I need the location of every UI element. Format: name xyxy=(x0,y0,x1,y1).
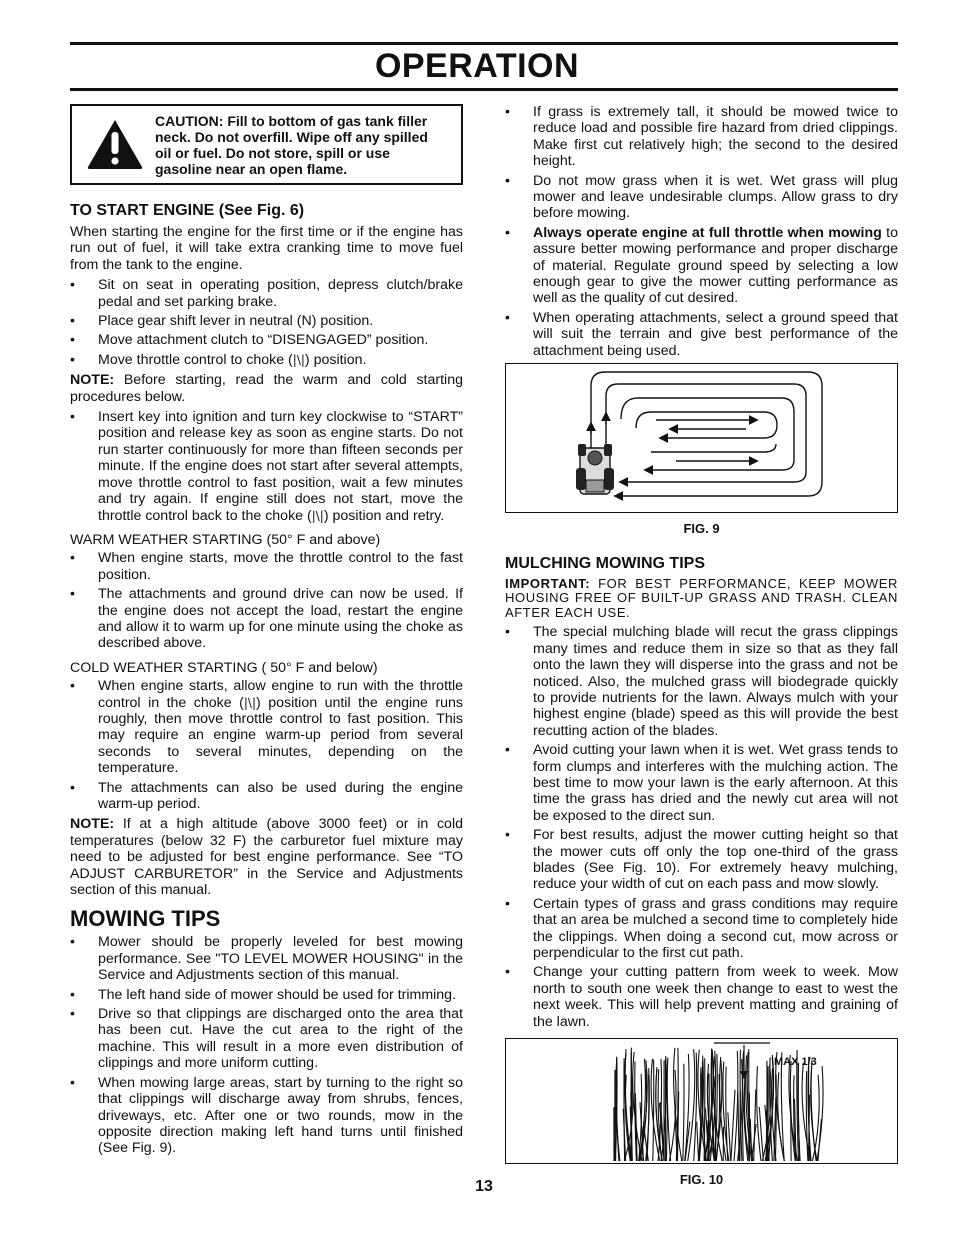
top-rule xyxy=(70,42,898,45)
title-rule xyxy=(70,88,898,91)
list-item: • For best results, adjust the mower cutting height so that the mower cuts off only the top one-third of the grass blades (See Fig. 10). For extremely heavy mulching, reduce your width of cut on each pass and mow slowly. xyxy=(505,827,898,893)
start-engine-heading: TO START ENGINE (See Fig. 6) xyxy=(70,202,305,219)
grass-blade xyxy=(813,1075,820,1161)
page-number: 13 xyxy=(475,1178,493,1195)
grass-blade xyxy=(704,1058,705,1161)
list-item: • Avoid cutting your lawn when it is wet. Wet grass tends to form clumps and interferes with the mulching action. The best time to mow your lawn is the early afternoon. At this time the grass has dried and the newly cut area will not be exposed to the direct sun. xyxy=(505,742,898,824)
choke-icon: |\| xyxy=(292,352,305,367)
fig10-caption: FIG. 10 xyxy=(679,1172,724,1188)
mowing-pattern-diagram xyxy=(506,364,897,512)
cold-weather-items xyxy=(70,678,463,812)
mowing-tips-continued xyxy=(505,104,898,359)
grass-blade xyxy=(817,1066,823,1161)
list-item: • The left hand side of mower should be used for trimming. xyxy=(70,987,463,1003)
mulching-tips-list xyxy=(505,624,898,1030)
fig9-box xyxy=(505,363,898,513)
mowing-tips-list xyxy=(70,934,463,1156)
grass-blade xyxy=(738,1093,739,1162)
list-item: • When mowing large areas, start by turning to the right so that clippings will discharge away from shrubs, fences, driveways, etc. After one or two rounds, mow in the opposite direction making left hand turns until finished (See Fig. 9). xyxy=(70,1075,463,1157)
list-item: • Mower should be properly leveled for best mowing performance. See "TO LEVEL MOWER HOUSING" in the Service and Adjustments section of this manual. xyxy=(70,934,463,983)
warm-weather-heading: WARM WEATHER STARTING (50° F and above) xyxy=(70,531,381,548)
list-item: • Change your cutting pattern from week to week. Mow north to south one week then change to east to west the next week. This will help prevent matting and graining of the lawn. xyxy=(505,964,898,1030)
start-engine-steps xyxy=(70,277,463,368)
mowing-tips-heading: MOWING TIPS xyxy=(70,906,221,932)
list-item: • When engine starts, allow engine to run with the throttle control in the choke (|\|) position until the engine runs roughly, then move throttle control to fast position. This may require an engine warm-up period from several seconds to several minutes, depending on the temperature. xyxy=(70,678,463,776)
grass-blade xyxy=(757,1066,761,1161)
mulching-heading: MULCHING MOWING TIPS xyxy=(505,554,705,572)
grass-height-diagram xyxy=(506,1039,897,1163)
warning-triangle-icon xyxy=(86,118,144,170)
list-item: • When operating attachments, select a ground speed that will suit the terrain and give best performance of the attachment being used. xyxy=(505,310,898,359)
start-engine-intro: When starting the engine for the first time or if the engine has run out of fuel, it will take extra cranking time to move fuel from the tank to the engine. xyxy=(70,224,463,273)
list-item: • Move attachment clutch to “DISENGAGED” position. xyxy=(70,332,463,348)
page-title: OPERATION xyxy=(374,47,580,85)
grass-blade xyxy=(791,1092,792,1161)
grass-blade xyxy=(683,1064,684,1161)
note-before-starting: NOTE: Before starting, read the warm and cold starting procedures below. xyxy=(70,372,463,405)
grass-blade xyxy=(653,1060,654,1161)
warm-weather-items xyxy=(70,550,463,651)
right-column xyxy=(505,104,898,1188)
list-item: • The special mulching blade will recut the grass clippings many times and reduce them in size so that as they fall onto the lawn they will disperse into the grass and not be noticed. Also, the mulched grass will biodegrade quickly to provide nutrients for the lawn. Always mulch with your highest engine (blade) speed as this will provide the best recutting action of the blades. xyxy=(505,624,898,739)
grass-blade xyxy=(666,1106,667,1161)
list-item: • Insert key into ignition and turn key clockwise to “START” position and release key as soon as engine starts. Do not run starter continuously for more than fifteen seconds per minute. If the engine does not start after several attempts, move throttle control to fast position, wait a few minutes and try again. If engine still does not start, move the throttle control back to the choke (|\|) position and retry. xyxy=(70,409,463,524)
caution-box xyxy=(70,104,463,185)
fig10-box xyxy=(505,1038,898,1164)
caution-text: CAUTION: Fill to bottom of gas tank filler neck. Do not overfill. Wipe off any spilled oil or fuel. Do not store, spill or use gasoline near an open flame. xyxy=(155,113,428,177)
key-steps xyxy=(70,409,463,524)
grass-blade xyxy=(697,1122,699,1161)
choke-icon: |\| xyxy=(243,695,256,710)
list-item: • Do not mow grass when it is wet. Wet grass will plug mower and leave undesirable clumps. Allow grass to dry before mowing. xyxy=(505,173,898,222)
list-item: • The attachments and ground drive can now be used. If the engine does not accept the load, restart the engine and allow it to warm up for one minute using the choke as described above. xyxy=(70,586,463,652)
list-item: • Place gear shift lever in neutral (N) position. xyxy=(70,313,463,329)
list-item: • Move throttle control to choke (|\|) position. xyxy=(70,352,463,368)
max-label: MAX 1/3 xyxy=(774,1056,817,1069)
list-item: • The attachments can also be used during the engine warm-up period. xyxy=(70,780,463,813)
choke-icon: |\| xyxy=(311,508,324,523)
note-high-altitude: NOTE: If at a high altitude (above 3000 feet) or in cold temperatures (below 32 F) the carburetor fuel mixture may need to be adjusted for best engine performance. See “TO ADJUST CARBURETOR” in the Service and Adjustments section of this manual. xyxy=(70,816,463,899)
fig9-caption: FIG. 9 xyxy=(683,521,720,537)
list-item: • Drive so that clippings are discharged onto the area that has been cut. Have the cut area to the right of the machine. This will result in a more even distribution of clippings and more uniform cutting. xyxy=(70,1006,463,1072)
list-item: • Always operate engine at full throttle when mowing to assure better mowing performance and proper discharge of material. Regulate ground speed by selecting a low enough gear to give the mower cutting performance as well as the quality of cut desired. xyxy=(505,225,898,307)
list-item: • Sit on seat in operating position, depress clutch/brake pedal and set parking brake. xyxy=(70,277,463,310)
left-column xyxy=(70,104,463,1161)
list-item: • When engine starts, move the throttle control to the fast position. xyxy=(70,550,463,583)
list-item: • Certain types of grass and grass conditions may require that an area be mulched a second time to completely hide the clippings. When doing a second cut, mow across or perpendicular to the first cut path. xyxy=(505,896,898,962)
list-item: • If grass is extremely tall, it should be mowed twice to reduce load and possible fire hazard from dried clippings. Make first cut relatively high; the second to the desired height. xyxy=(505,104,898,170)
tractor-icon xyxy=(576,444,614,494)
cold-weather-heading: COLD WEATHER STARTING ( 50° F and below) xyxy=(70,659,378,676)
important-note: IMPORTANT: FOR BEST PERFORMANCE, KEEP MOWER HOUSING FREE OF BUILT-UP GRASS AND TRASH. CLEAN AFTER EACH USE. xyxy=(505,575,898,620)
